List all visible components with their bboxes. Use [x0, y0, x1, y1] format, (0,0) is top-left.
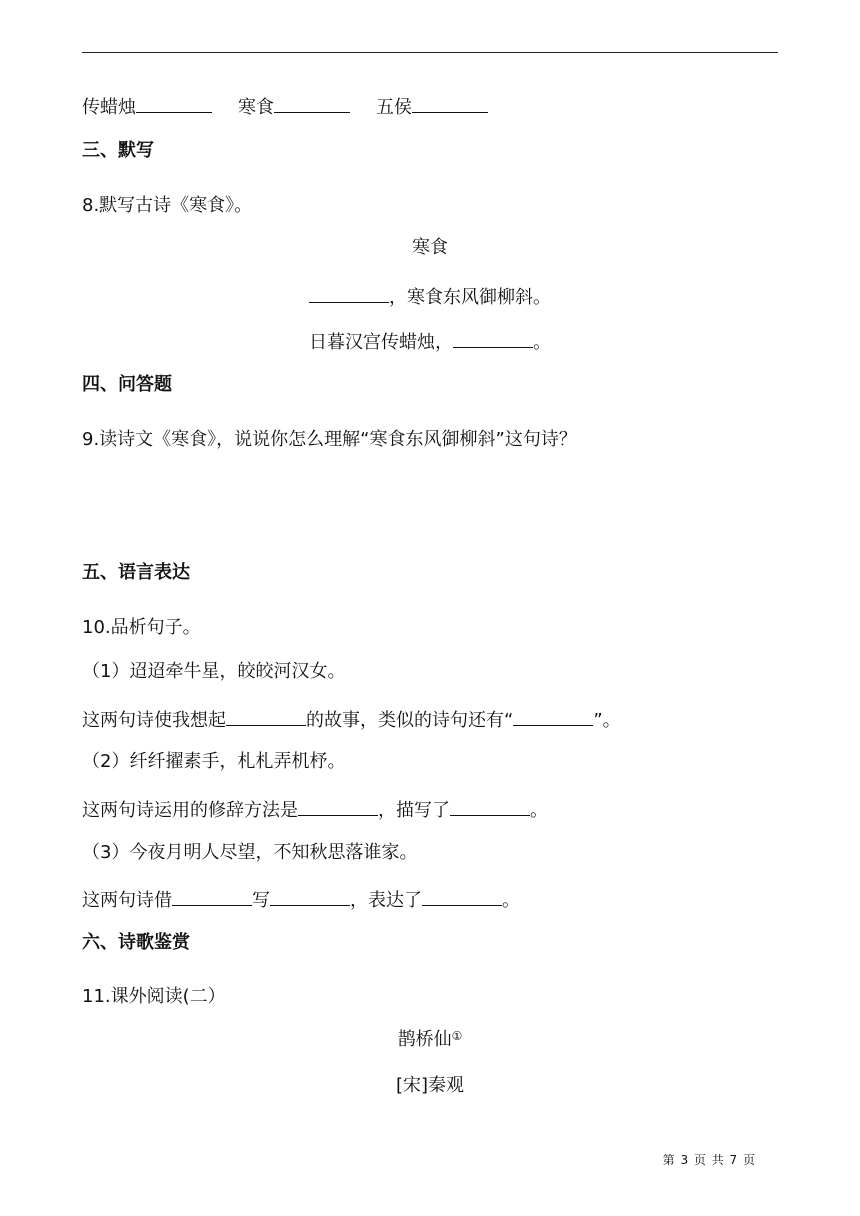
answer-text: ”。 [593, 710, 621, 731]
answer-blank[interactable] [172, 886, 252, 906]
answer-blank[interactable] [422, 886, 502, 906]
answer-text: 写 [252, 890, 270, 911]
sub-question: （3）今夜月明人尽望，不知秋思落谁家。 [82, 842, 418, 863]
question-prompt: 8.默写古诗《寒食》。 [82, 195, 253, 216]
answer-blank[interactable] [412, 93, 488, 113]
answer-blank[interactable] [226, 706, 306, 726]
answer-line [82, 886, 520, 913]
question-prompt: 11.课外阅读(二） [82, 986, 226, 1007]
footnote-marker: ① [451, 1029, 463, 1043]
question-prompt: 9.读诗文《寒食》，说说你怎么理解“寒食东风御柳斜”这句诗？ [82, 429, 577, 450]
answer-blank[interactable] [136, 93, 212, 113]
terms-line [82, 93, 488, 120]
poem-title [0, 1028, 860, 1052]
poem-text: 日暮汉宫传蜡烛， [309, 332, 453, 353]
sub-question: （2）纤纤擢素手，札札弄机杼。 [82, 751, 346, 772]
answer-text: 。 [530, 800, 548, 821]
answer-text: 这两句诗运用的修辞方法是 [82, 800, 298, 821]
answer-text: 的故事，类似的诗句还有“ [306, 710, 514, 731]
term-label: 传蜡烛 [82, 97, 136, 118]
answer-line [82, 706, 621, 733]
answer-blank[interactable] [513, 706, 593, 726]
poem-line [0, 283, 860, 310]
answer-text: 。 [502, 890, 520, 911]
poem-line [0, 328, 860, 355]
term-label: 寒食 [238, 97, 274, 118]
section-heading: 四、问答题 [82, 374, 172, 395]
poem-author: [宋]秦观 [395, 1075, 465, 1096]
section-heading: 三、默写 [82, 140, 154, 161]
page-number: 第 3 页 共 7 页 [662, 1153, 756, 1167]
section-heading: 六、诗歌鉴赏 [82, 932, 190, 953]
answer-text: 这两句诗借 [82, 890, 172, 911]
answer-blank[interactable] [270, 886, 350, 906]
answer-text: 这两句诗使我想起 [82, 710, 226, 731]
answer-blank[interactable] [274, 93, 350, 113]
answer-blank[interactable] [450, 796, 530, 816]
sub-question: （1）迢迢牵牛星，皎皎河汉女。 [82, 661, 346, 682]
poem-title: 寒食 [412, 237, 448, 258]
answer-text: ，描写了 [378, 800, 450, 821]
poem-title-text: 鹊桥仙 [397, 1029, 452, 1050]
section-heading: 五、语言表达 [82, 562, 190, 583]
poem-text: 。 [533, 332, 551, 353]
header-rule [82, 52, 778, 53]
answer-text: ，表达了 [350, 890, 422, 911]
poem-text: ，寒食东风御柳斜。 [389, 287, 551, 308]
answer-blank[interactable] [298, 796, 378, 816]
answer-blank[interactable] [309, 283, 389, 303]
question-prompt: 10.品析句子。 [82, 617, 201, 638]
answer-line [82, 796, 548, 823]
term-label: 五侯 [376, 97, 412, 118]
answer-blank[interactable] [453, 328, 533, 348]
